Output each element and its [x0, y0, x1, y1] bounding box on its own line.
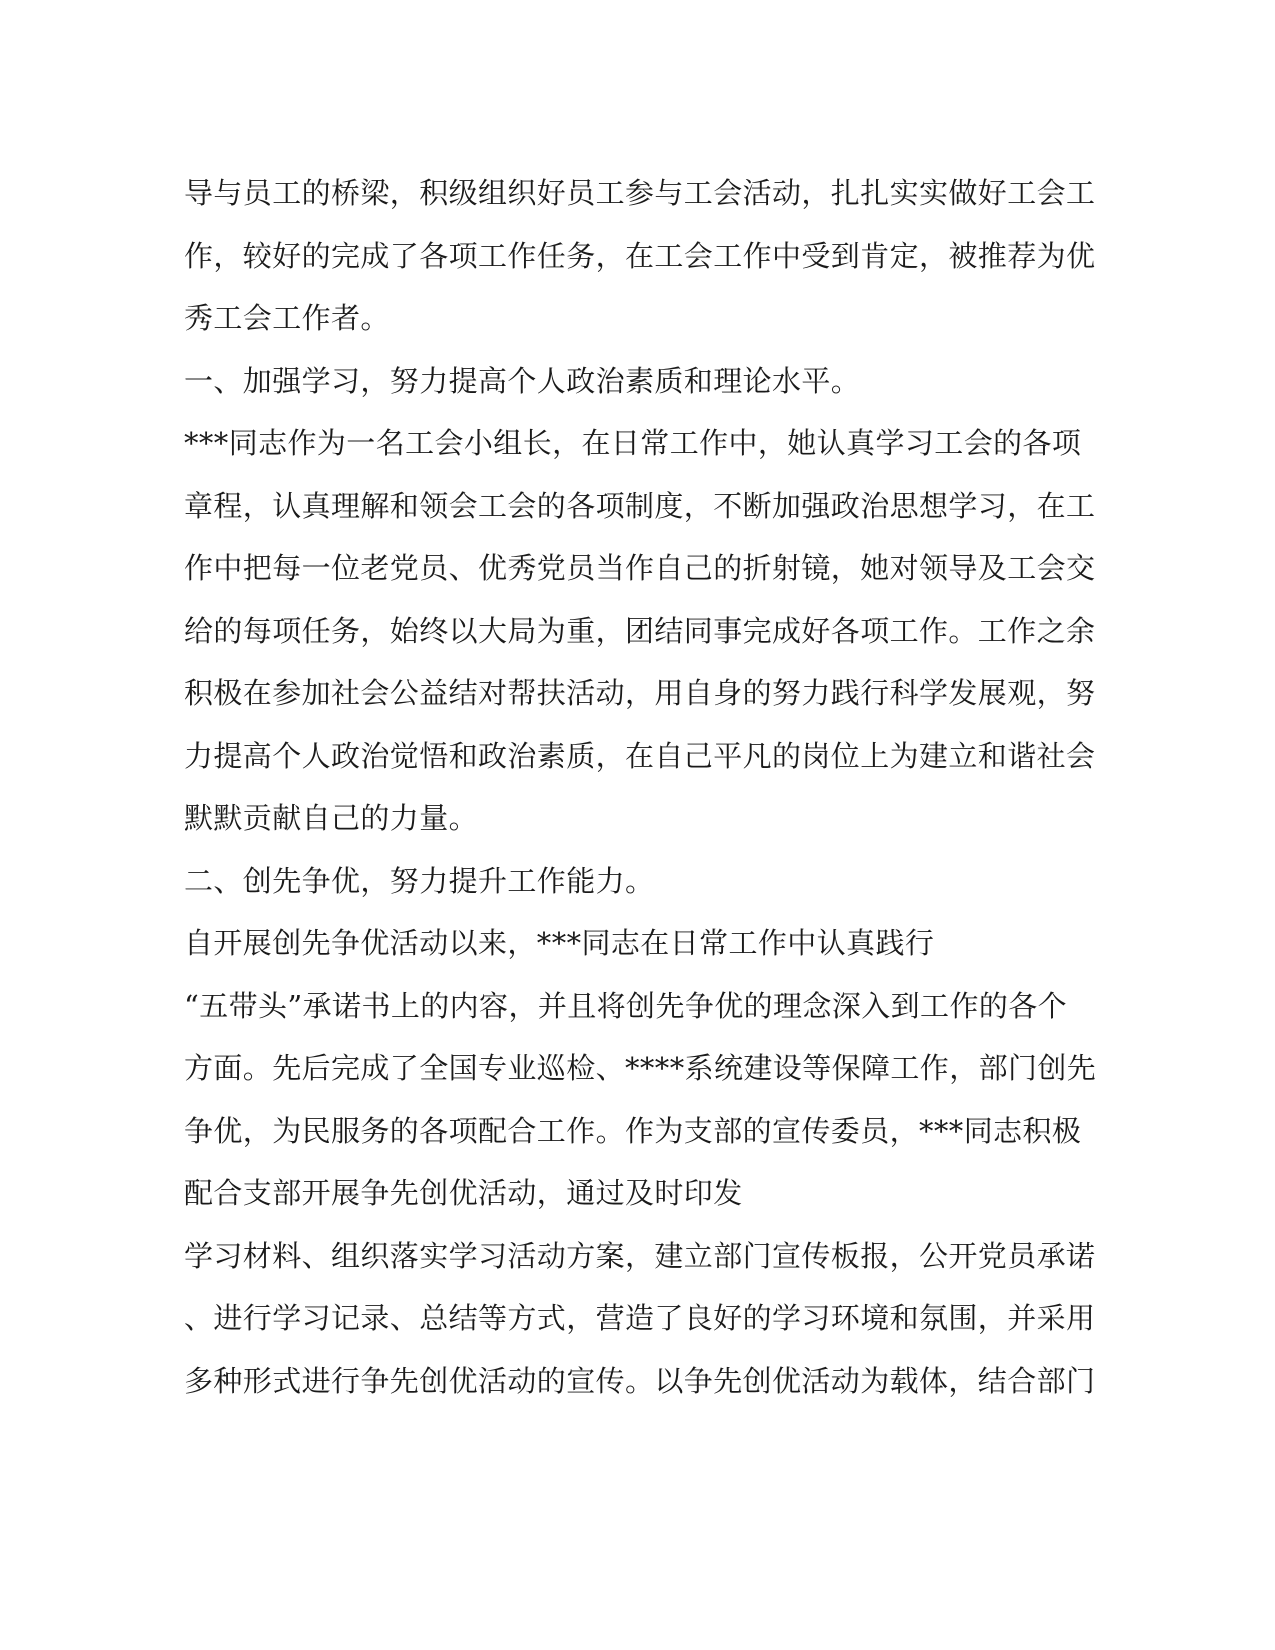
text-line: “五带头”承诺书上的内容，并且将创先争优的理念深入到工作的各个: [184, 988, 1068, 1023]
section-heading-1: 一、加强学习，努力提高个人政治素质和理论水平。: [184, 363, 861, 398]
text-line: 方面。先后完成了全国专业巡检、****系统建设等保障工作，部门创先: [184, 1051, 1097, 1085]
section-heading-2: 二、创先争优，努力提升工作能力。: [184, 863, 655, 898]
text-line: 、进行学习记录、总结等方式，营造了良好的学习环境和氛围，并采用: [184, 1301, 1096, 1335]
text-line: 多种形式进行争先创优活动的宣传。以争先创优活动为载体，结合部门: [184, 1363, 1096, 1398]
document-body: [184, 162, 1097, 1412]
text-line: 导与员工的桥梁，积级组织好员工参与工会活动，扎扎实实做好工会工: [184, 176, 1096, 210]
text-line: 力提高个人政治觉悟和政治素质，在自己平凡的岗位上为建立和谐社会: [184, 738, 1096, 773]
text-line: 争优，为民服务的各项配合工作。作为支部的宣传委员，***同志积极: [184, 1113, 1082, 1148]
text-line: 默默贡献自己的力量。: [184, 801, 479, 835]
text-line: 配合支部开展争先创优活动，通过及时印发: [184, 1176, 743, 1210]
text-line: 秀工会工作者。: [184, 301, 390, 335]
text-line: 自开展创先争优活动以来，***同志在日常工作中认真践行: [184, 926, 935, 960]
text-line: 章程，认真理解和领会工会的各项制度，不断加强政治思想学习，在工: [184, 488, 1096, 523]
text-line: 积极在参加社会公益结对帮扶活动，用自身的努力践行科学发展观，努: [184, 676, 1096, 710]
text-line: 给的每项任务，始终以大局为重，团结同事完成好各项工作。工作之余: [184, 613, 1096, 648]
text-line: 作中把每一位老党员、优秀党员当作自己的折射镜，她对领导及工会交: [184, 551, 1096, 585]
text-line: ***同志作为一名工会小组长，在日常工作中，她认真学习工会的各项: [184, 426, 1082, 460]
text-line: 学习材料、组织落实学习活动方案，建立部门宣传板报，公开党员承诺: [184, 1238, 1096, 1273]
text-line: 作，较好的完成了各项工作任务，在工会工作中受到肯定，被推荐为优: [184, 238, 1096, 273]
